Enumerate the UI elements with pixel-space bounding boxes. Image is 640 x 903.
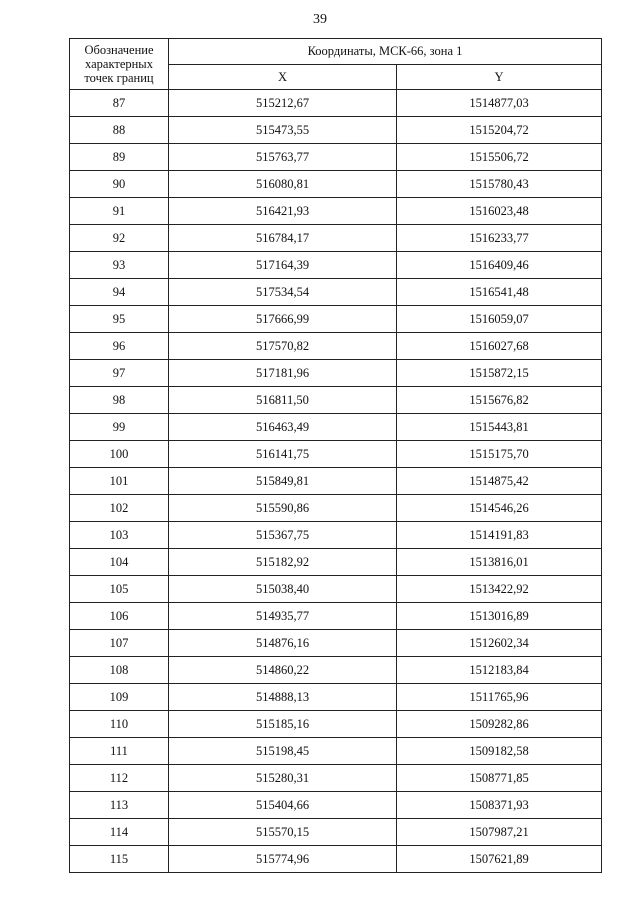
table-row (70, 90, 602, 117)
point-cell: 113 (70, 792, 169, 819)
point-cell: 110 (70, 711, 169, 738)
x-cell: 516811,50 (169, 387, 397, 414)
table-row (70, 765, 602, 792)
x-cell: 515198,45 (169, 738, 397, 765)
x-cell: 515280,31 (169, 765, 397, 792)
table-row (70, 306, 602, 333)
x-cell: 514876,16 (169, 630, 397, 657)
x-cell: 516421,93 (169, 198, 397, 225)
point-cell: 93 (70, 252, 169, 279)
point-cell: 91 (70, 198, 169, 225)
point-cell: 96 (70, 333, 169, 360)
y-cell: 1509182,58 (397, 738, 602, 765)
table-row (70, 603, 602, 630)
x-cell: 515849,81 (169, 468, 397, 495)
x-cell: 517570,82 (169, 333, 397, 360)
y-cell: 1516541,48 (397, 279, 602, 306)
point-cell: 103 (70, 522, 169, 549)
x-cell: 515590,86 (169, 495, 397, 522)
x-cell: 517666,99 (169, 306, 397, 333)
table-row (70, 441, 602, 468)
x-cell: 515774,96 (169, 846, 397, 873)
point-cell: 102 (70, 495, 169, 522)
coordinates-header: Координаты, МСК-66, зона 1 (169, 39, 602, 65)
x-cell: 517534,54 (169, 279, 397, 306)
table-row (70, 171, 602, 198)
table-row (70, 333, 602, 360)
y-cell: 1515676,82 (397, 387, 602, 414)
y-column-header: Y (397, 65, 602, 90)
x-cell: 514860,22 (169, 657, 397, 684)
point-cell: 97 (70, 360, 169, 387)
table-header (70, 39, 602, 90)
y-cell: 1514877,03 (397, 90, 602, 117)
y-cell: 1511765,96 (397, 684, 602, 711)
point-cell: 90 (70, 171, 169, 198)
point-header-line: характерных (85, 57, 153, 71)
y-cell: 1515780,43 (397, 171, 602, 198)
table-row (70, 252, 602, 279)
table-row (70, 657, 602, 684)
y-cell: 1515175,70 (397, 441, 602, 468)
y-cell: 1515443,81 (397, 414, 602, 441)
point-cell: 89 (70, 144, 169, 171)
y-cell: 1509282,86 (397, 711, 602, 738)
y-cell: 1507621,89 (397, 846, 602, 873)
point-cell: 105 (70, 576, 169, 603)
y-cell: 1513816,01 (397, 549, 602, 576)
point-header-line: Обозначение (84, 43, 154, 57)
page-number: 39 (313, 12, 327, 27)
point-cell: 115 (70, 846, 169, 873)
x-cell: 516080,81 (169, 171, 397, 198)
point-header-line: точек границ (84, 71, 154, 85)
y-cell: 1516059,07 (397, 306, 602, 333)
y-cell: 1516233,77 (397, 225, 602, 252)
y-cell: 1507987,21 (397, 819, 602, 846)
table-row (70, 522, 602, 549)
point-designation-header (70, 39, 169, 90)
y-cell: 1514546,26 (397, 495, 602, 522)
table-row (70, 684, 602, 711)
table-row (70, 549, 602, 576)
point-cell: 95 (70, 306, 169, 333)
table-row (70, 387, 602, 414)
point-cell: 106 (70, 603, 169, 630)
x-cell: 515182,92 (169, 549, 397, 576)
point-cell: 98 (70, 387, 169, 414)
y-cell: 1513016,89 (397, 603, 602, 630)
point-cell: 107 (70, 630, 169, 657)
point-cell: 108 (70, 657, 169, 684)
x-cell: 517181,96 (169, 360, 397, 387)
table-row (70, 846, 602, 873)
y-cell: 1508771,85 (397, 765, 602, 792)
table-row (70, 711, 602, 738)
point-cell: 100 (70, 441, 169, 468)
x-cell: 516463,49 (169, 414, 397, 441)
y-cell: 1514191,83 (397, 522, 602, 549)
table-row (70, 225, 602, 252)
table-row (70, 468, 602, 495)
x-cell: 515185,16 (169, 711, 397, 738)
table-row (70, 738, 602, 765)
point-cell: 101 (70, 468, 169, 495)
coordinates-table (69, 38, 602, 873)
table-row (70, 279, 602, 306)
table-row (70, 414, 602, 441)
table-row (70, 198, 602, 225)
point-cell: 111 (70, 738, 169, 765)
x-cell: 516784,17 (169, 225, 397, 252)
table-row (70, 576, 602, 603)
y-cell: 1516027,68 (397, 333, 602, 360)
table-row (70, 630, 602, 657)
x-cell: 515570,15 (169, 819, 397, 846)
y-cell: 1514875,42 (397, 468, 602, 495)
y-cell: 1515872,15 (397, 360, 602, 387)
table-row (70, 819, 602, 846)
point-cell: 114 (70, 819, 169, 846)
table-body (70, 90, 602, 873)
table-row (70, 792, 602, 819)
point-cell: 88 (70, 117, 169, 144)
x-cell: 515763,77 (169, 144, 397, 171)
point-cell: 104 (70, 549, 169, 576)
y-cell: 1516409,46 (397, 252, 602, 279)
y-cell: 1515204,72 (397, 117, 602, 144)
x-column-header: X (169, 65, 397, 90)
table-row (70, 117, 602, 144)
x-cell: 514888,13 (169, 684, 397, 711)
point-cell: 87 (70, 90, 169, 117)
point-cell: 99 (70, 414, 169, 441)
x-cell: 516141,75 (169, 441, 397, 468)
y-cell: 1515506,72 (397, 144, 602, 171)
table-row (70, 360, 602, 387)
y-cell: 1512183,84 (397, 657, 602, 684)
x-cell: 515212,67 (169, 90, 397, 117)
x-cell: 515367,75 (169, 522, 397, 549)
table-row (70, 495, 602, 522)
point-cell: 112 (70, 765, 169, 792)
point-cell: 109 (70, 684, 169, 711)
y-cell: 1513422,92 (397, 576, 602, 603)
x-cell: 515473,55 (169, 117, 397, 144)
x-cell: 515404,66 (169, 792, 397, 819)
y-cell: 1508371,93 (397, 792, 602, 819)
table-row (70, 144, 602, 171)
x-cell: 515038,40 (169, 576, 397, 603)
x-cell: 517164,39 (169, 252, 397, 279)
point-cell: 92 (70, 225, 169, 252)
x-cell: 514935,77 (169, 603, 397, 630)
y-cell: 1516023,48 (397, 198, 602, 225)
point-cell: 94 (70, 279, 169, 306)
y-cell: 1512602,34 (397, 630, 602, 657)
